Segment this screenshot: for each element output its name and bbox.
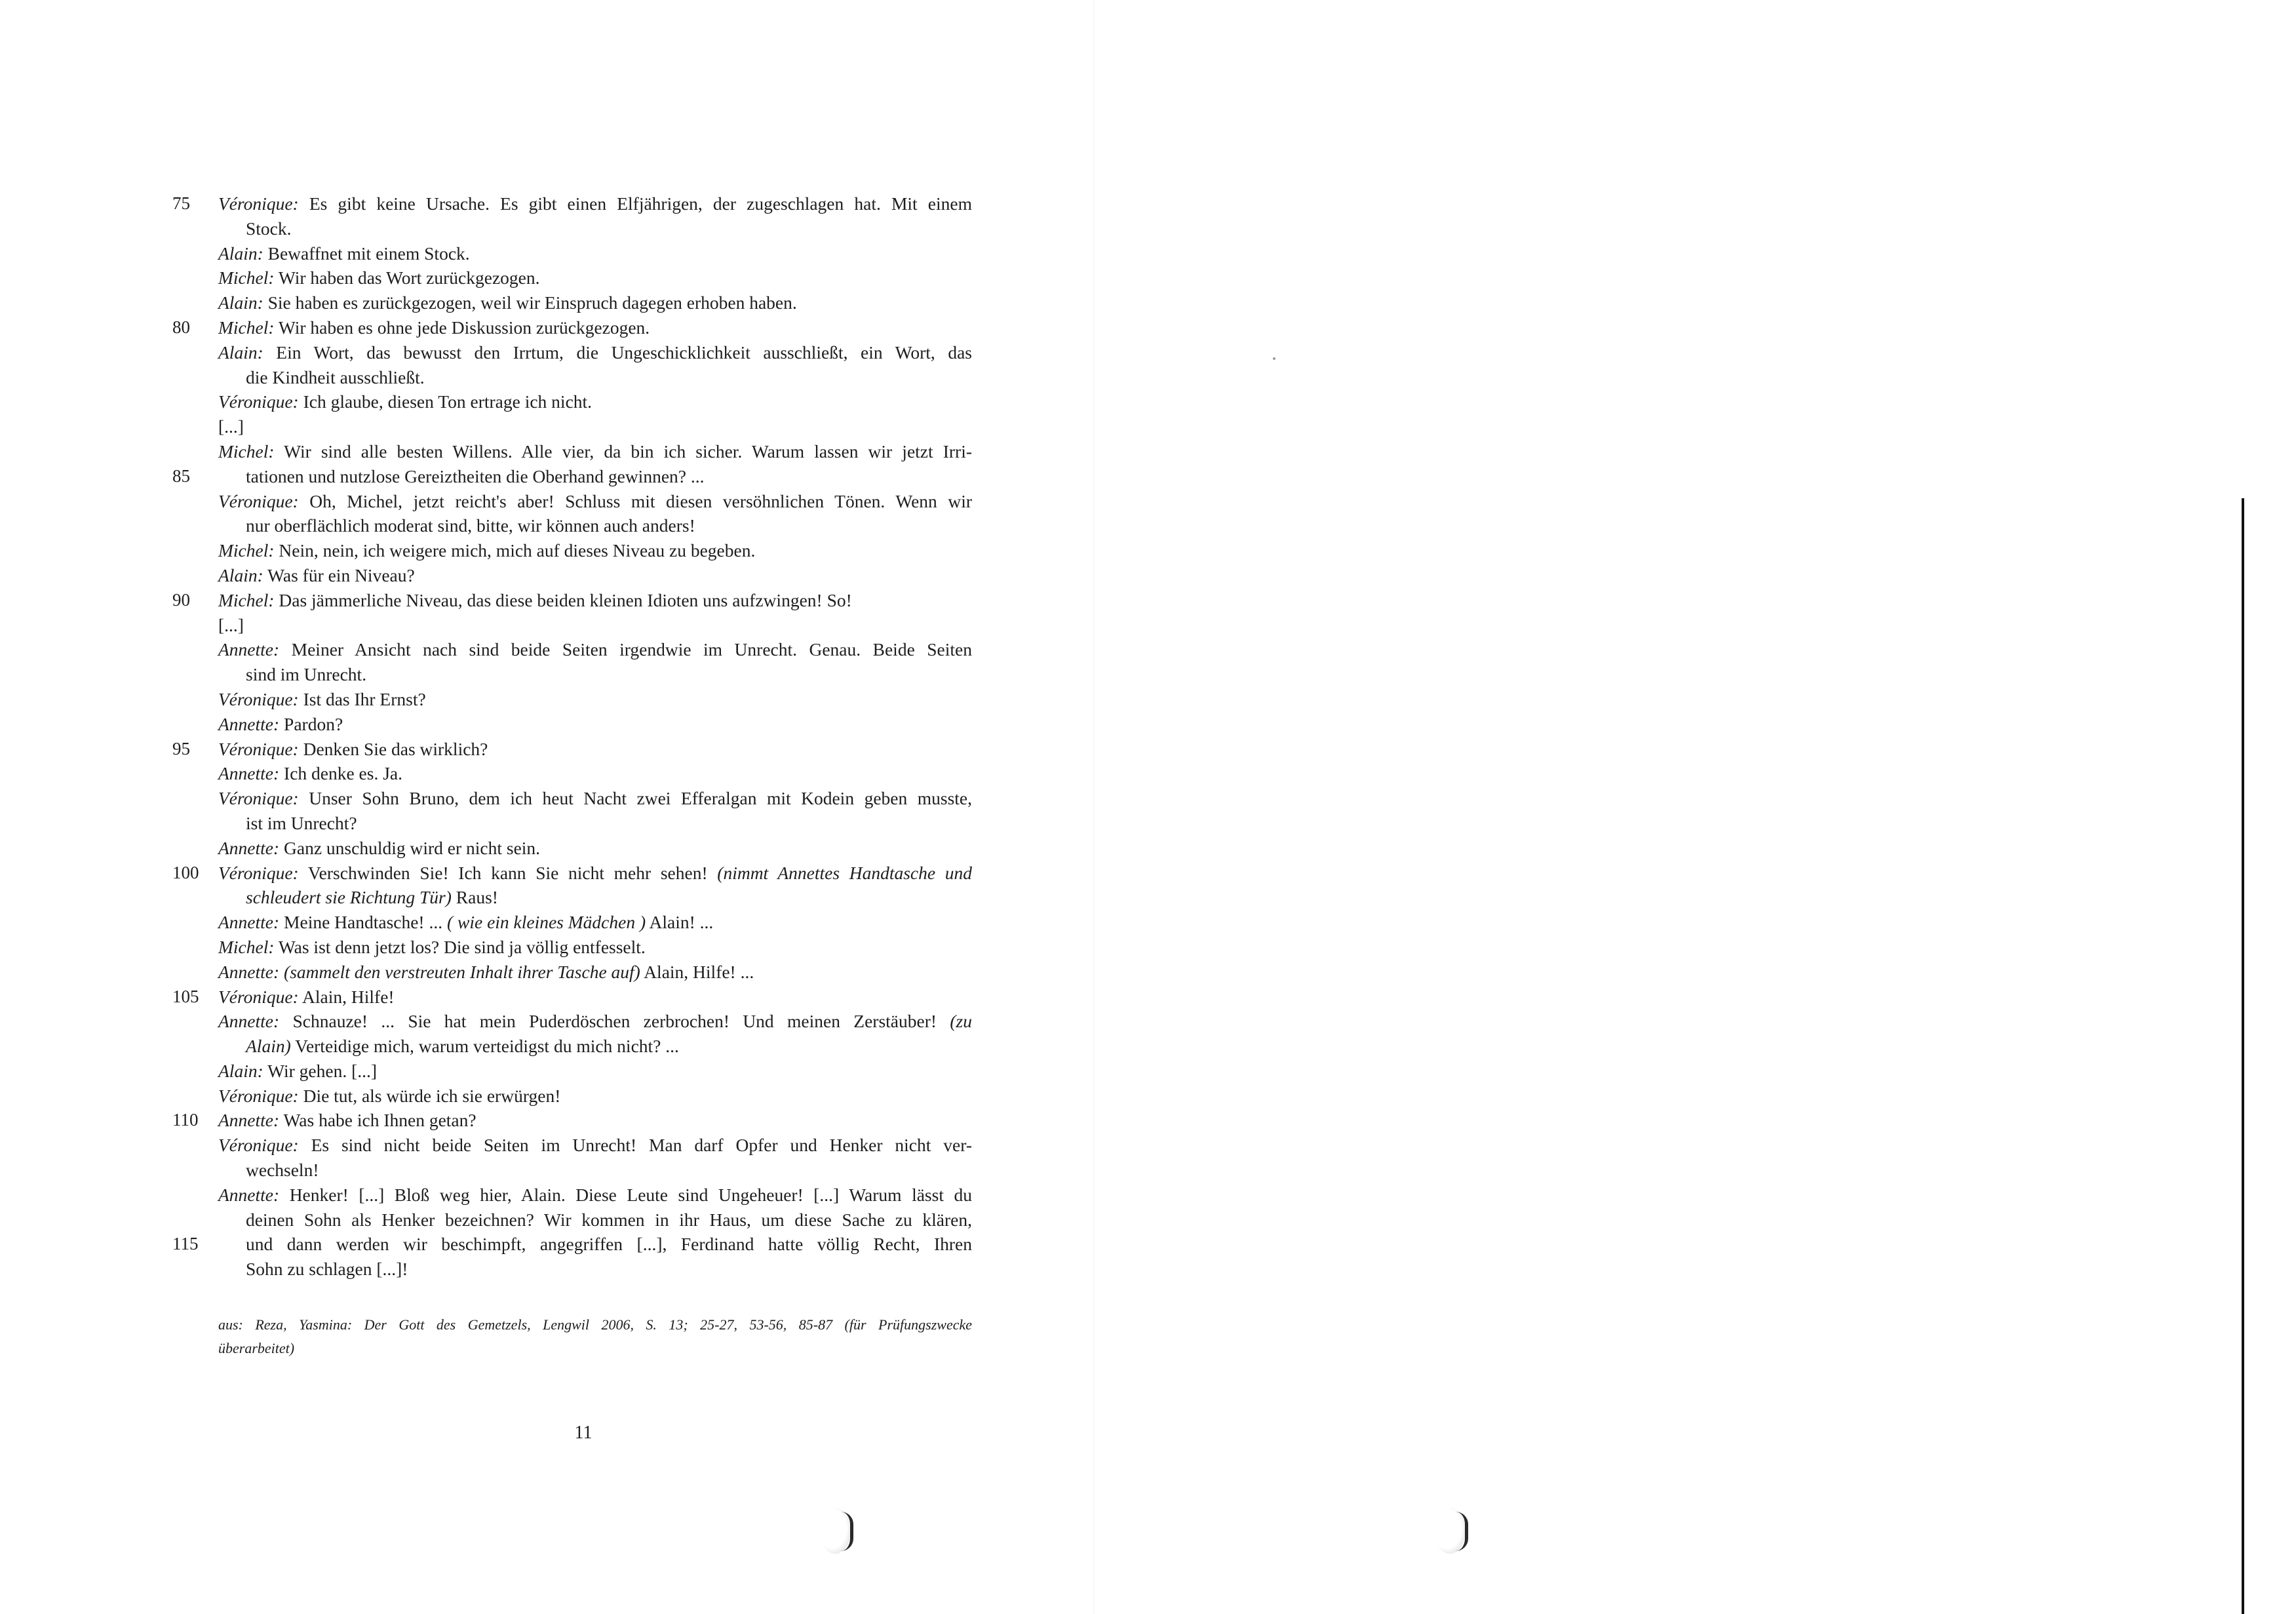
text-line [218,1158,972,1183]
text-line [218,836,972,861]
stage-direction: (sammelt den verstreuten Inhalt ihrer Tasche auf) [284,961,640,982]
text-line [218,538,972,563]
dialogue-segment: Wir haben es ohne jede Diskussion zurückgezogen. [274,317,650,338]
text-line [218,1183,972,1208]
text-line [218,1084,972,1109]
dialogue-segment: Alain! ... [646,912,714,933]
dialogue-segment: Schnauze! ... Sie hat mein Puderdöschen zerbrochen! Und meinen Zerstäuber! [279,1011,950,1032]
dialogue-segment: [...] [218,614,244,635]
dialogue-segment: Was habe ich Ihnen getan? [279,1110,477,1131]
dialogue-segment: Wir haben das Wort zurückgezogen. [274,267,540,288]
speaker-name: Annette: [218,1011,280,1032]
dialogue-segment: und dann werden wir beschimpft, angegriffen [...], Ferdinand hatte völlig Recht, Ihren [246,1234,972,1255]
text-line [218,1009,972,1034]
text-line [218,241,972,266]
speaker-name: Annette: [218,763,280,784]
text-line [218,761,972,786]
text-line [218,687,972,712]
text-line [218,637,972,662]
text-line [218,365,972,390]
stage-direction: (zu [950,1011,972,1032]
punch-hole [819,1508,851,1554]
text-line [172,191,972,216]
line-number: 115 [172,1234,199,1254]
dialogue-segment: Stock. [246,218,292,239]
speaker-name: Véronique: [218,986,299,1007]
line-number: 100 [172,862,199,882]
speaker-name: Véronique: [218,490,299,511]
stage-direction: ( wie ein kleines Mädchen ) [446,912,646,933]
line-number: 95 [172,738,190,758]
text-line [218,414,972,439]
dialogue-segment: Unser Sohn Bruno, dem ich heut Nacht zwei Efferalgan mit Kodein geben musste, [298,788,972,809]
text-line [218,1034,972,1059]
speaker-name: Alain: [218,292,263,313]
speaker-name: Véronique: [218,391,299,412]
dialogue-segment: nur oberflächlich moderat sind, bitte, wir können auch anders! [246,515,695,536]
dialogue-segment: Es sind nicht beide Seiten im Unrecht! Man darf Opfer und Henker nicht ver- [298,1135,972,1156]
speaker-name: Véronique: [218,738,299,759]
dialogue-segment: Ich glaube, diesen Ton ertrage ich nicht. [298,391,593,412]
text-line [218,613,972,638]
dialogue-segment: Wir sind alle besten Willens. Alle vier, da bin ich sicher. Warum lassen wir jetzt Irri- [274,441,972,462]
dialogue-segment: Die tut, als würde ich sie erwürgen! [298,1085,561,1106]
speaker-name: Véronique: [218,193,299,214]
dialogue-segment: Meine Handtasche! ... [279,912,447,933]
dialogue-segment: Was ist denn jetzt los? Die sind ja völlig entfesselt. [274,936,646,957]
dialogue-segment: [...] [218,416,244,437]
text-line [218,960,972,985]
dialogue-segment: Meiner Ansicht nach sind beide Seiten irgendwie im Unrecht. Genau. Beide Seiten [279,639,972,660]
dialogue-segment: Denken Sie das wirklich? [298,738,488,759]
speaker-name: Alain: [218,342,263,363]
line-number: 90 [172,589,190,610]
scan-speck [1273,357,1275,360]
speaker-name: Alain: [218,564,263,585]
dialogue-segment: Alain, Hilfe! ... [640,961,754,982]
page-number: 11 [574,1423,593,1443]
scan-edge [2242,498,2244,1614]
dialogue-segment: Ist das Ihr Ernst? [298,688,426,709]
speaker-name: Annette: [218,912,280,933]
speaker-name: Michel: [218,317,275,338]
speaker-name: Alain: [218,243,263,264]
text-line [172,861,973,886]
speaker-name: Annette: [218,961,280,982]
dialogue-segment: ist im Unrecht? [246,812,357,833]
stage-direction: Alain) [246,1036,291,1057]
speaker-name: Alain: [218,1060,263,1081]
text-line [218,662,972,687]
dialogue-segment: sind im Unrecht. [246,664,367,685]
dialogue-segment: Raus! [451,887,498,908]
text-line [218,1257,972,1282]
text-line [218,885,972,910]
speaker-name: Véronique: [218,1135,299,1156]
dialogue-segment: Henker! [...] Bloß weg hier, Alain. Diese Leute sind Ungeheuer! [...] Warum lässt du [279,1184,972,1205]
text-line [218,935,972,960]
speaker-name: Michel: [218,441,275,462]
dialogue-segment: Ich denke es. Ja. [279,763,402,784]
text-line [172,464,972,489]
dialogue-segment: Wir gehen. [...] [263,1060,378,1081]
text-line [218,439,972,464]
stage-direction: (nimmt Annettes Handtasche und [717,862,973,883]
text-line [218,1208,972,1232]
dialogue-segment: Pardon? [279,713,343,734]
text-line [218,563,972,588]
speaker-name: Véronique: [218,862,299,883]
speaker-name: Annette: [218,713,280,734]
speaker-name: Michel: [218,936,275,957]
text-line [218,389,972,414]
punch-hole [1434,1508,1466,1554]
dialogue-text [172,191,973,1282]
text-line [172,985,972,1010]
dialogue-segment: Das jämmerliche Niveau, das diese beiden kleinen Idioten uns aufzwingen! So! [274,589,852,610]
speaker-name: Annette: [218,1110,280,1131]
dialogue-segment: Es gibt keine Ursache. Es gibt einen Elfjährigen, der zugeschlagen hat. Mit einem [298,193,972,214]
line-number: 75 [172,193,190,213]
source-citation [218,1313,972,1360]
text-line [172,588,972,613]
speaker-name: Michel: [218,267,275,288]
text-line [218,513,972,538]
dialogue-segment: Ein Wort, das bewusst den Irrtum, die Ungeschicklichkeit ausschließt, ein Wort, das [263,342,972,363]
line-number: 80 [172,317,190,337]
dialogue-segment: tationen und nutzlose Gereiztheiten die Oberhand gewinnen? ... [246,465,705,486]
text-line [218,1133,972,1158]
source-line: aus: Reza, Yasmina: Der Gott des Gemetzels, Lengwil 2006, S. 13; 25-27, 53-56, 85-87 (für Prüfungszwecke [218,1316,972,1333]
text-line [218,266,972,290]
text-line [218,712,972,737]
text-line [218,910,972,935]
dialogue-segment: Verteidige mich, warum verteidigst du mich nicht? ... [290,1036,679,1057]
text-line [172,737,972,762]
speaker-name: Michel: [218,540,275,561]
dialogue-segment: Sohn zu schlagen [...]! [246,1259,408,1280]
text-line [218,290,972,315]
text-line [218,811,972,836]
speaker-name: Véronique: [218,788,299,809]
text-line [218,489,972,514]
text-line [172,315,972,340]
dialogue-segment [279,962,284,982]
stage-direction: schleudert sie Richtung Tür) [246,887,452,908]
dialogue-segment: deinen Sohn als Henker bezeichnen? Wir kommen in ihr Haus, um diese Sache zu klären, [246,1209,972,1230]
text-line [218,1059,972,1084]
line-number: 85 [172,465,190,486]
dialogue-segment: Alain, Hilfe! [298,986,395,1007]
page-fold [1093,0,1095,1614]
dialogue-segment: Verschwinden Sie! Ich kann Sie nicht mehr sehen! [298,862,718,883]
speaker-name: Véronique: [218,1085,299,1106]
speaker-name: Annette: [218,837,280,858]
dialogue-segment: Nein, nein, ich weigere mich, mich auf dieses Niveau zu begeben. [274,540,756,561]
dialogue-segment: die Kindheit ausschließt. [246,366,425,387]
dialogue-segment: wechseln! [246,1160,319,1181]
dialogue-segment: Ganz unschuldig wird er nicht sein. [279,837,541,858]
text-line [218,786,972,811]
line-number: 110 [172,1110,199,1130]
dialogue-segment: Was für ein Niveau? [263,564,415,585]
source-line: überarbeitet) [218,1340,295,1356]
text-line [172,1232,972,1257]
speaker-name: Véronique: [218,688,299,709]
dialogue-segment: Oh, Michel, jetzt reicht's aber! Schluss mit diesen versöhnlichen Tönen. Wenn wir [298,490,972,511]
text-line [218,216,972,241]
dialogue-segment: Sie haben es zurückgezogen, weil wir Einspruch dagegen erhoben haben. [263,292,797,313]
speaker-name: Michel: [218,589,275,610]
text-line [172,1108,972,1133]
text-line [218,340,972,365]
speaker-name: Annette: [218,1184,280,1205]
line-number: 105 [172,986,199,1006]
dialogue-segment: Bewaffnet mit einem Stock. [263,243,470,264]
speaker-name: Annette: [218,639,280,660]
